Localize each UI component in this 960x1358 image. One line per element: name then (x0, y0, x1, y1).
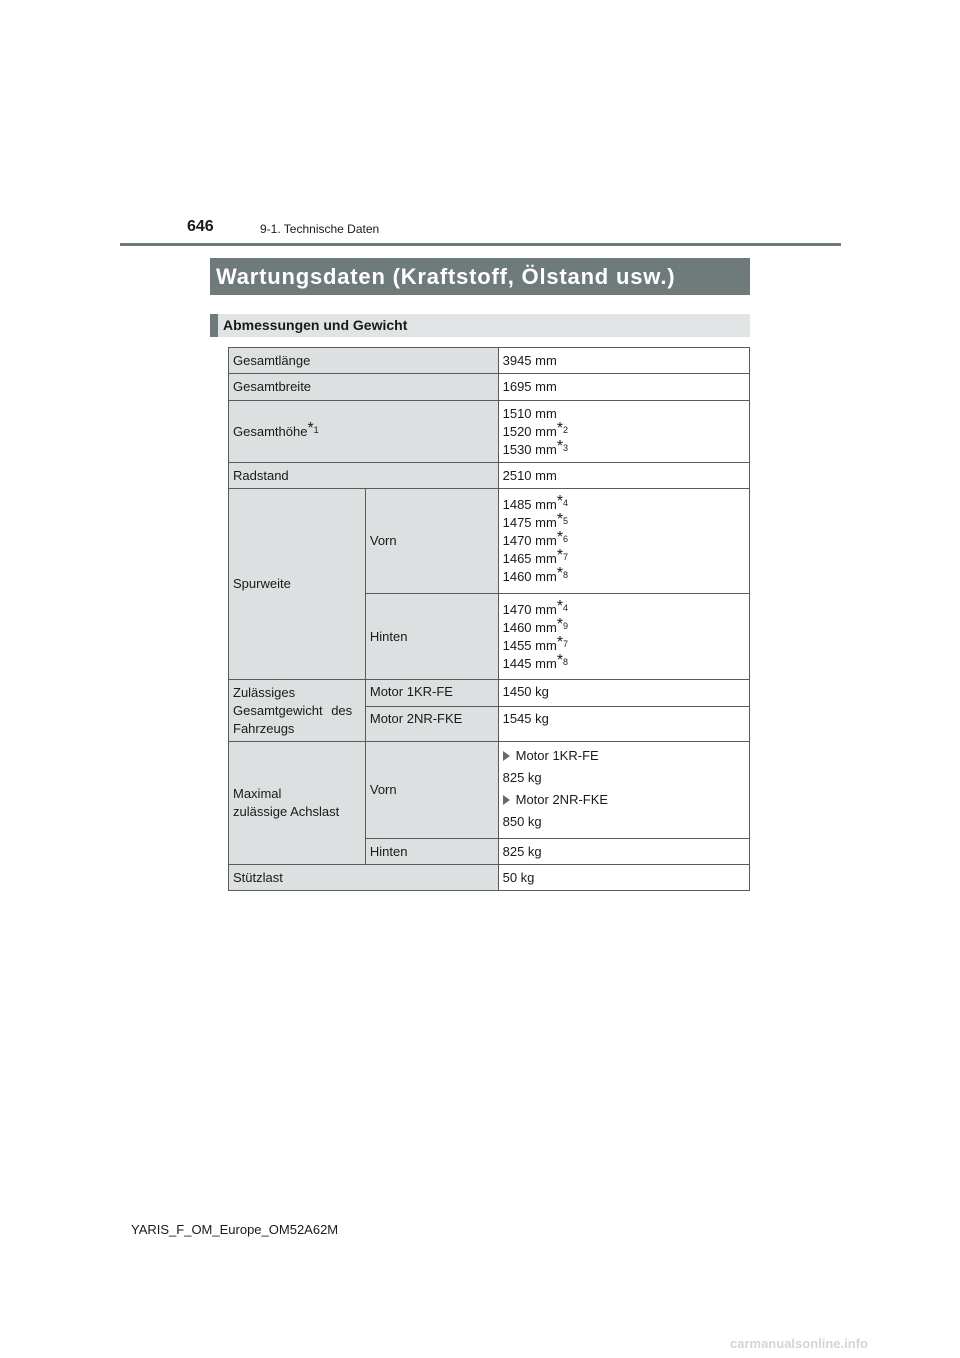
page-title: Wartungsdaten (Kraftstoff, Ölstand usw.) (210, 258, 750, 295)
row-label (229, 680, 366, 742)
sub-label: Hinten (365, 594, 498, 680)
value-line (502, 493, 745, 514)
label-line: zulässige Achslast (233, 804, 340, 819)
value-text: 1445 mm (502, 655, 557, 671)
table-row (229, 742, 750, 839)
footnote-star: *6 (556, 529, 569, 546)
row-value: 2510 mm (498, 463, 749, 489)
row-value: 1695 mm (498, 374, 749, 401)
value-text: 1460 mm (502, 619, 557, 635)
footnote-number: 8 (563, 656, 569, 667)
footnote-number: 2 (563, 424, 569, 435)
spec-table (228, 347, 750, 891)
value-list (498, 742, 749, 839)
value-text: 1460 mm (502, 569, 557, 584)
footnote-star: *3 (556, 437, 569, 455)
footnote-star: *2 (556, 419, 569, 437)
table-row (229, 865, 750, 891)
footnote-number: 7 (563, 552, 569, 562)
value-line (502, 615, 745, 637)
label-line: Maximal (233, 786, 282, 801)
page-number: 646 (187, 218, 214, 235)
engine-heading (503, 747, 745, 765)
value-text: 1475 mm (502, 515, 557, 530)
engine-name: Motor 1KR-FE (515, 748, 599, 763)
engine-heading (503, 791, 745, 809)
value-text: 1510 mm (502, 405, 557, 421)
footnote-number: 7 (563, 638, 569, 649)
row-label: Spurweite (229, 489, 366, 680)
footnote-star: *4 (556, 493, 569, 510)
row-label (229, 401, 499, 463)
footnote-number: 4 (563, 602, 569, 613)
footnote-number: 1 (313, 424, 319, 435)
weight-value: 850 kg (502, 814, 542, 829)
footnote-star: *5 (556, 511, 569, 528)
value-text: 1470 mm (502, 601, 557, 617)
engine-name: Motor 2NR-FKE (515, 792, 609, 807)
value-text: 1470 mm (502, 533, 557, 548)
value-line (502, 511, 745, 532)
footnote-number: 8 (563, 570, 569, 580)
footnote-number: 9 (563, 620, 569, 631)
table-row (229, 374, 750, 401)
row-label: Gesamtlänge (229, 348, 499, 374)
weight-value: 825 kg (502, 770, 542, 785)
value-list (498, 401, 749, 463)
table-row (229, 489, 750, 594)
footnote-star: *8 (556, 565, 569, 582)
value-line (502, 437, 745, 459)
sub-label: Vorn (365, 742, 498, 839)
footnote-star: *7 (556, 547, 569, 564)
value-text: 1485 mm (502, 497, 557, 512)
subheading: Abmessungen und Gewicht (210, 314, 750, 337)
footnote-star: *1 (307, 419, 319, 437)
header-rule (120, 243, 841, 246)
footnote-number: 6 (563, 534, 569, 544)
row-value: 825 kg (498, 839, 749, 865)
table-row (229, 348, 750, 374)
section-label: 9-1. Technische Daten (260, 222, 380, 236)
table-row (229, 401, 750, 463)
row-value: 1450 kg (498, 680, 749, 707)
footnote-star: *7 (556, 633, 569, 651)
row-label: Gesamtbreite (229, 374, 499, 401)
label-line: Fahrzeugs (233, 720, 295, 736)
row-label (229, 742, 366, 865)
value-line (502, 419, 745, 441)
label-line: Gesamtgewicht des (233, 702, 353, 718)
value-list (498, 489, 749, 594)
sub-label: Motor 1KR-FE (365, 680, 498, 707)
triangle-bullet-icon (503, 751, 510, 761)
row-value: 3945 mm (498, 348, 749, 374)
table-row (229, 463, 750, 489)
footnote-star: *8 (556, 651, 569, 669)
value-line (502, 529, 745, 550)
value-text: 1455 mm (502, 637, 557, 653)
footnote-star: *9 (556, 615, 569, 633)
row-label: Radstand (229, 463, 499, 489)
footnote-star: *4 (556, 597, 569, 615)
value-line (503, 405, 745, 423)
footer-doc-id: YARIS_F_OM_Europe_OM52A62M (131, 1222, 339, 1237)
value-line (502, 651, 745, 673)
value-list (498, 594, 749, 680)
value-line (502, 547, 745, 568)
triangle-bullet-icon (503, 795, 510, 805)
row-label: Stützlast (229, 865, 499, 891)
row-value: 50 kg (498, 865, 749, 891)
row-value: 1545 kg (498, 707, 749, 742)
table-row (229, 680, 750, 707)
sub-label: Vorn (365, 489, 498, 594)
watermark: carmanualsonline.info (730, 1336, 868, 1351)
value-text: 1520 mm (502, 423, 557, 439)
value-text: 1530 mm (502, 441, 557, 457)
sub-label: Hinten (365, 839, 498, 865)
value-text: 1465 mm (502, 551, 557, 566)
height-label: Gesamthöhe (233, 423, 308, 439)
footnote-number: 4 (563, 498, 569, 508)
label-line: Zulässiges (233, 684, 296, 700)
footnote-number: 3 (563, 442, 569, 453)
value-line (502, 633, 745, 655)
sub-label: Motor 2NR-FKE (365, 707, 498, 742)
footnote-number: 5 (563, 516, 569, 526)
value-line (502, 597, 745, 619)
value-line (502, 565, 745, 586)
